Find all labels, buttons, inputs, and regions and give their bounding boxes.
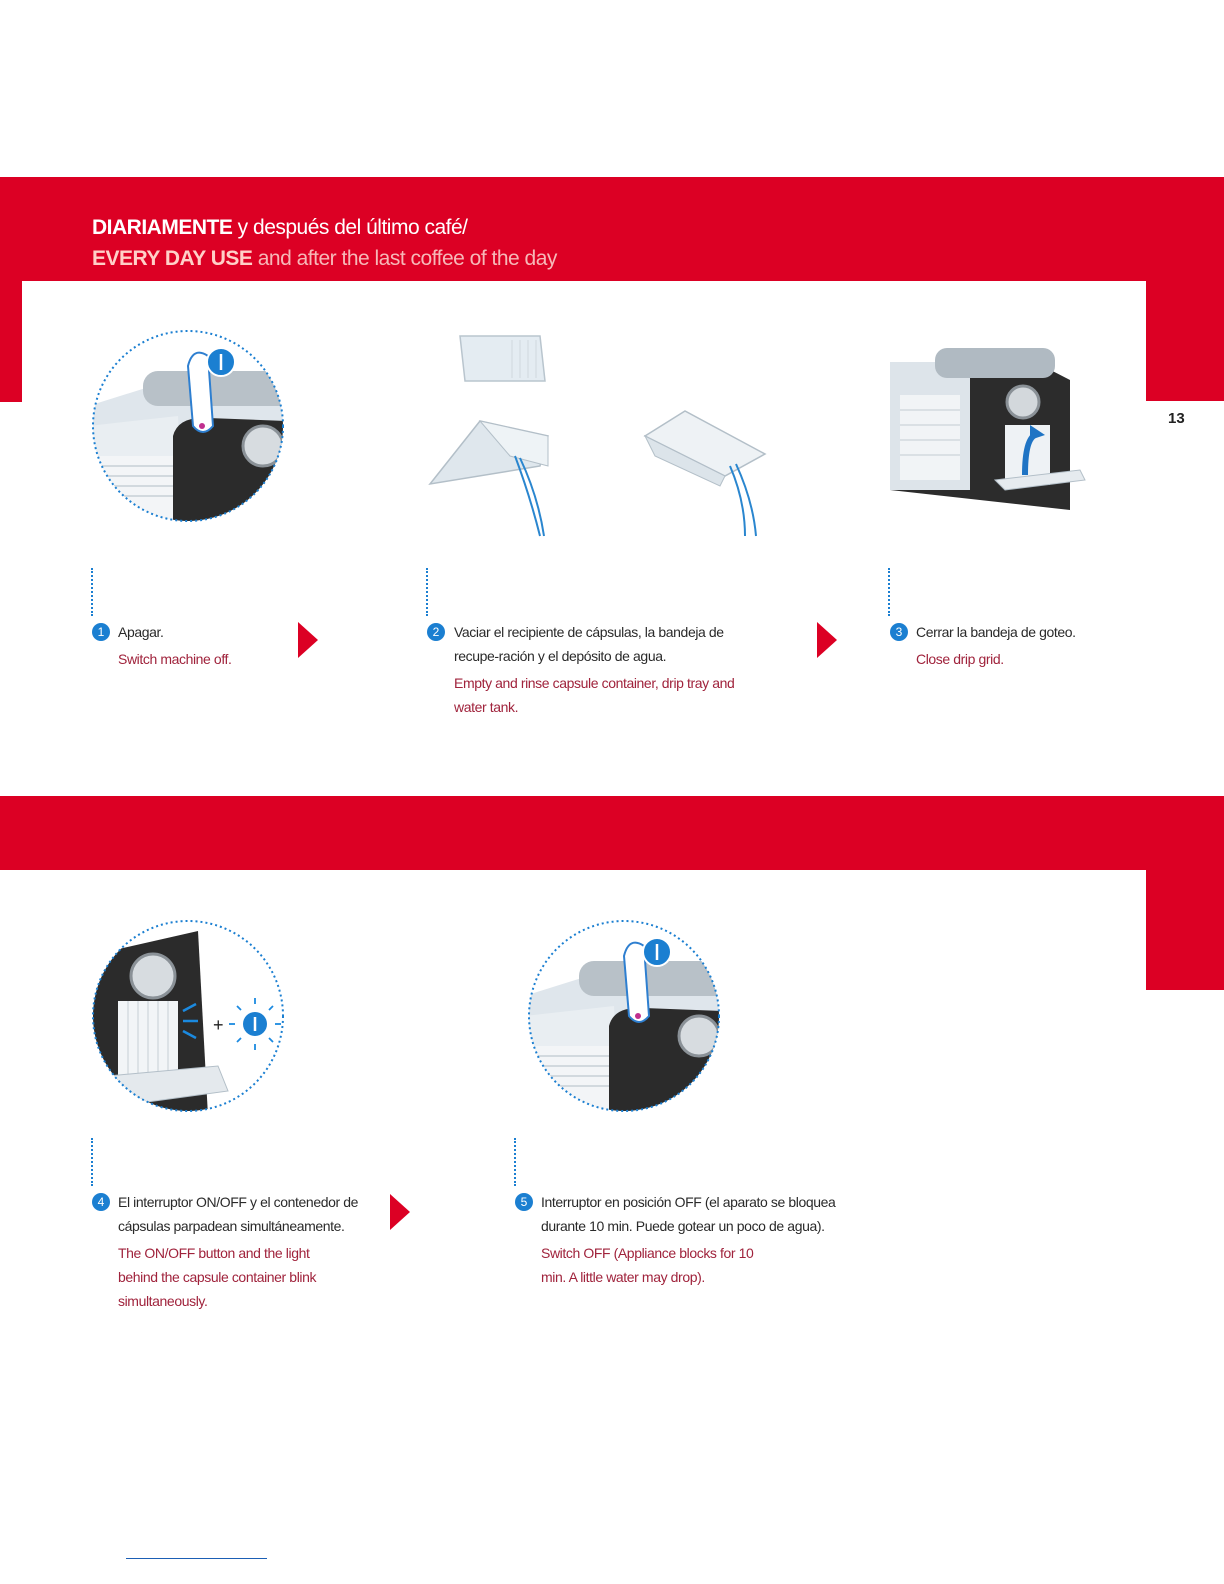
step2-connector <box>426 568 428 616</box>
page-number: 13 <box>1168 410 1185 427</box>
step3-coffee-machine-illustration <box>885 340 1090 515</box>
middle-band <box>0 796 1224 870</box>
step1-connector <box>91 568 93 616</box>
step2-text-es: Vaciar el recipiente de cápsulas, la bandeja de recupe-ración y el depósito de agua. <box>454 624 724 664</box>
step5-power-button-illustration <box>524 916 724 1116</box>
step3-connector <box>888 568 890 616</box>
step4-text-en: The ON/OFF button and the light behind the capsule container blink simultaneously. <box>118 1245 317 1309</box>
step-arrow-4 <box>390 1194 410 1230</box>
step-arrow-1 <box>298 622 318 658</box>
step2-number-badge: 2 <box>427 623 445 641</box>
right-side-band-bottom <box>1146 870 1224 990</box>
step5-connector <box>514 1138 516 1186</box>
step5-text-es: Interruptor en posición OFF (el aparato se bloquea durante 10 min. Puede gotear un poco de agua). <box>541 1194 836 1234</box>
footer-rule <box>126 1558 267 1559</box>
step1-text-es: Apagar. <box>118 624 164 640</box>
step1-power-button-illustration <box>88 326 288 526</box>
step4-number-badge: 4 <box>92 1193 110 1211</box>
step1-number-badge: 1 <box>92 623 110 641</box>
step-arrow-2 <box>817 622 837 658</box>
plus-sign: + <box>213 1015 224 1035</box>
step3-number-badge: 3 <box>890 623 908 641</box>
step3-text-es: Cerrar la bandeja de goteo. <box>916 624 1076 640</box>
step2-capsule-container-illustration <box>420 326 780 541</box>
step5-number-badge: 5 <box>515 1193 533 1211</box>
step1-text-en: Switch machine off. <box>118 651 232 667</box>
step5-text-en: Switch OFF (Appliance blocks for 10 min. A little water may drop). <box>541 1245 754 1285</box>
step4-text-es: El interruptor ON/OFF y el contenedor de cápsulas parpadean simultáneamente. <box>118 1194 358 1234</box>
left-side-band <box>0 281 22 402</box>
step3-text-en: Close drip grid. <box>916 651 1004 667</box>
step4-blinking-light-illustration <box>88 916 288 1116</box>
step4-connector <box>91 1138 93 1186</box>
step2-text-en: Empty and rinse capsule container, drip tray and water tank. <box>454 675 735 715</box>
section-title-es: DIARIAMENTE y después del último café/ <box>92 216 468 239</box>
section-title-en: EVERY DAY USE and after the last coffee of the day <box>92 247 557 270</box>
right-side-band-top <box>1146 281 1224 401</box>
